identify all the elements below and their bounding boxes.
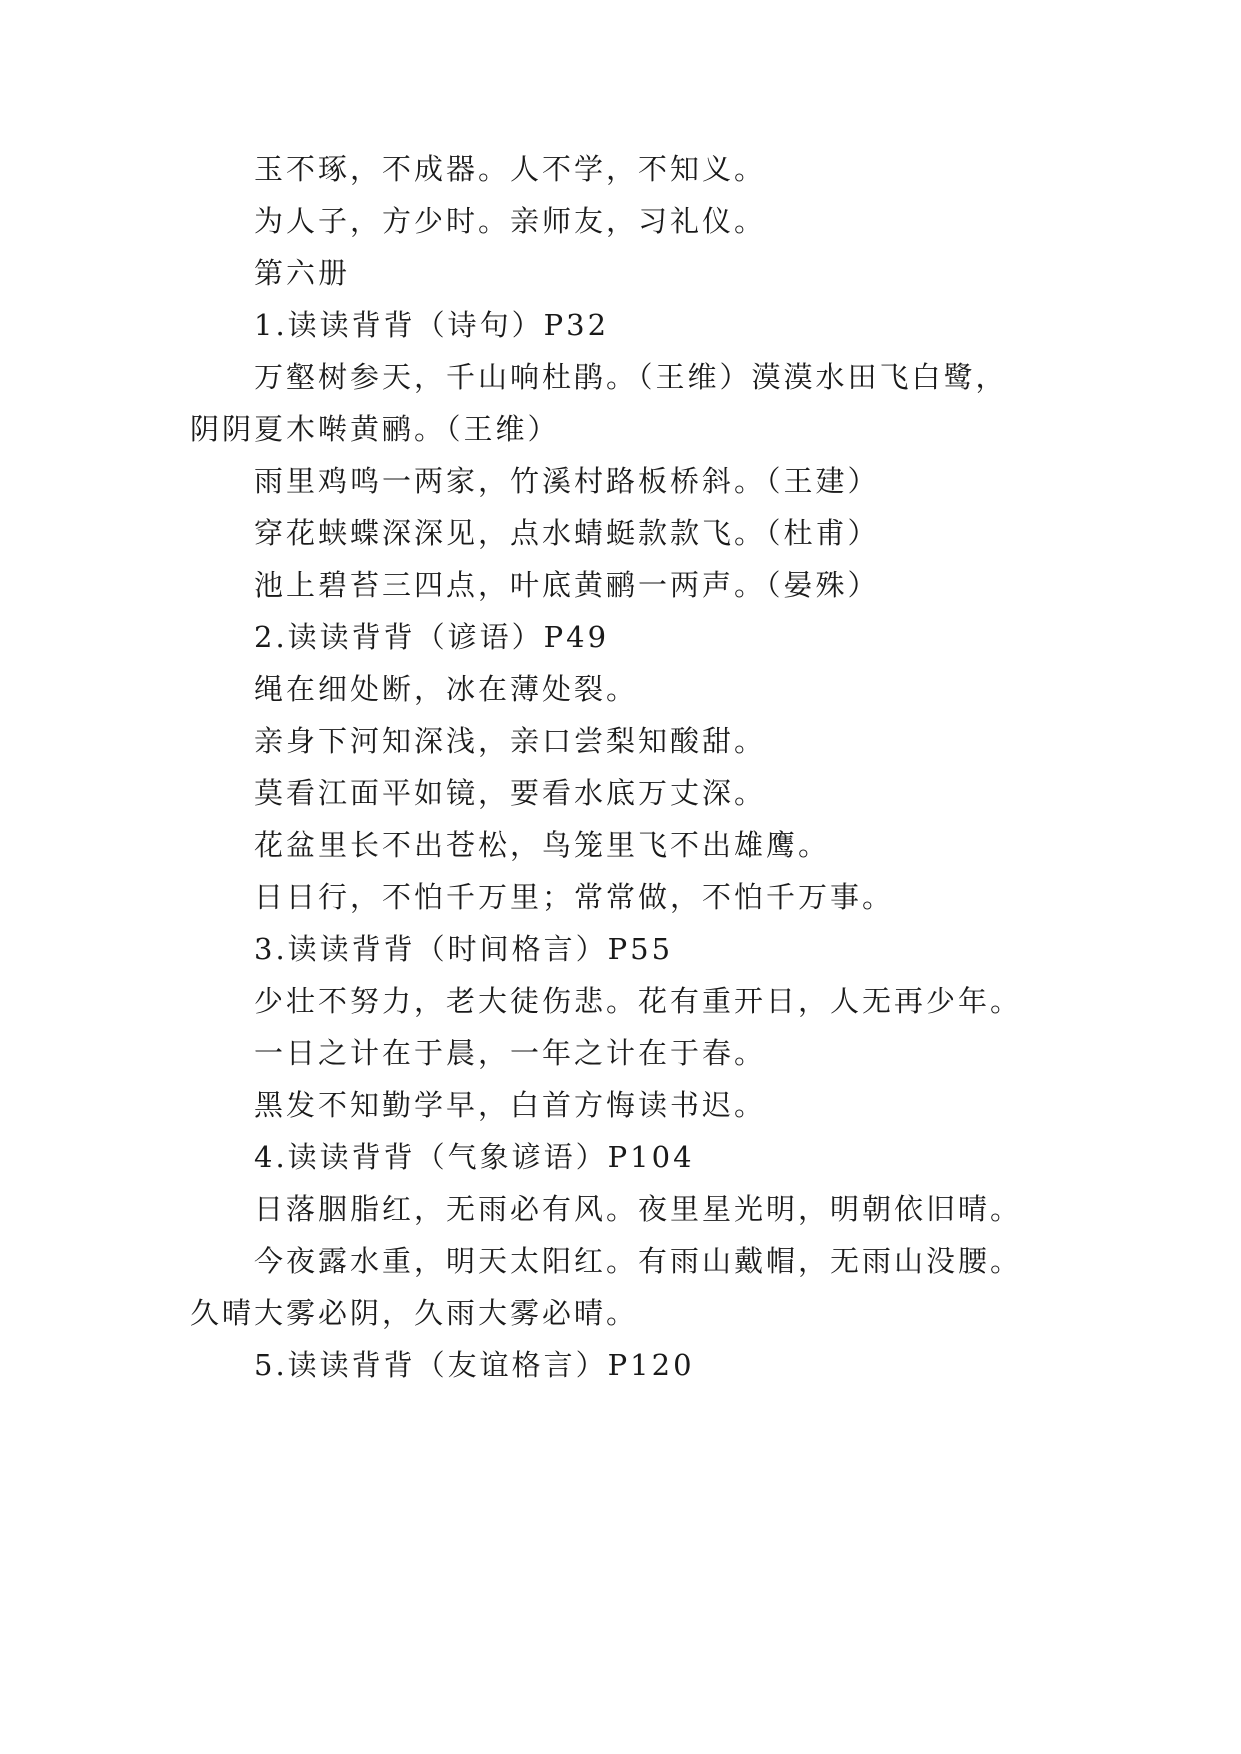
text-line: 日落胭脂红，无雨必有风。夜里星光明，明朝依旧晴。 <box>254 1192 1023 1226</box>
subsection-heading: 4.读读背背（气象谚语）P104 <box>254 1140 695 1174</box>
text-line: 穿花蛱蝶深深见，点水蜻蜓款款飞。（杜甫） <box>254 516 880 550</box>
text-line: 阴阴夏木啭黄鹂。（王维） <box>190 412 560 446</box>
text-line: 少壮不努力，老大徒伤悲。花有重开日，人无再少年。 <box>254 984 1023 1018</box>
text-line: 一日之计在于晨，一年之计在于春。 <box>254 1036 767 1070</box>
text-line: 池上碧苔三四点，叶底黄鹂一两声。（晏殊） <box>254 568 880 602</box>
text-line: 万壑树参天，千山响杜鹃。（王维）漠漠水田飞白鹭， <box>254 360 1008 394</box>
subsection-heading: 5.读读背背（友谊格言）P120 <box>254 1348 695 1382</box>
subsection-heading: 3.读读背背（时间格言）P55 <box>254 932 674 966</box>
text-line: 花盆里长不出苍松，鸟笼里飞不出雄鹰。 <box>254 828 831 862</box>
text-line: 雨里鸡鸣一两家，竹溪村路板桥斜。（王建） <box>254 464 880 498</box>
text-line: 亲身下河知深浅，亲口尝梨知酸甜。 <box>254 724 767 758</box>
subsection-heading: 2.读读背背（谚语）P49 <box>254 620 610 654</box>
text-line: 黑发不知勤学早，白首方悔读书迟。 <box>254 1088 767 1122</box>
subsection-heading: 1.读读背背（诗句）P32 <box>254 308 610 342</box>
text-line: 莫看江面平如镜，要看水底万丈深。 <box>254 776 767 810</box>
text-line: 为人子，方少时。亲师友，习礼仪。 <box>254 204 767 238</box>
section-heading: 第六册 <box>254 256 351 290</box>
text-line: 玉不琢，不成器。人不学，不知义。 <box>254 152 767 186</box>
text-line: 今夜露水重，明天太阳红。有雨山戴帽，无雨山没腰。 <box>254 1244 1023 1278</box>
text-line: 绳在细处断，冰在薄处裂。 <box>254 672 639 706</box>
text-line: 日日行，不怕千万里；常常做，不怕千万事。 <box>254 880 895 914</box>
text-line: 久晴大雾必阴，久雨大雾必晴。 <box>190 1296 639 1330</box>
